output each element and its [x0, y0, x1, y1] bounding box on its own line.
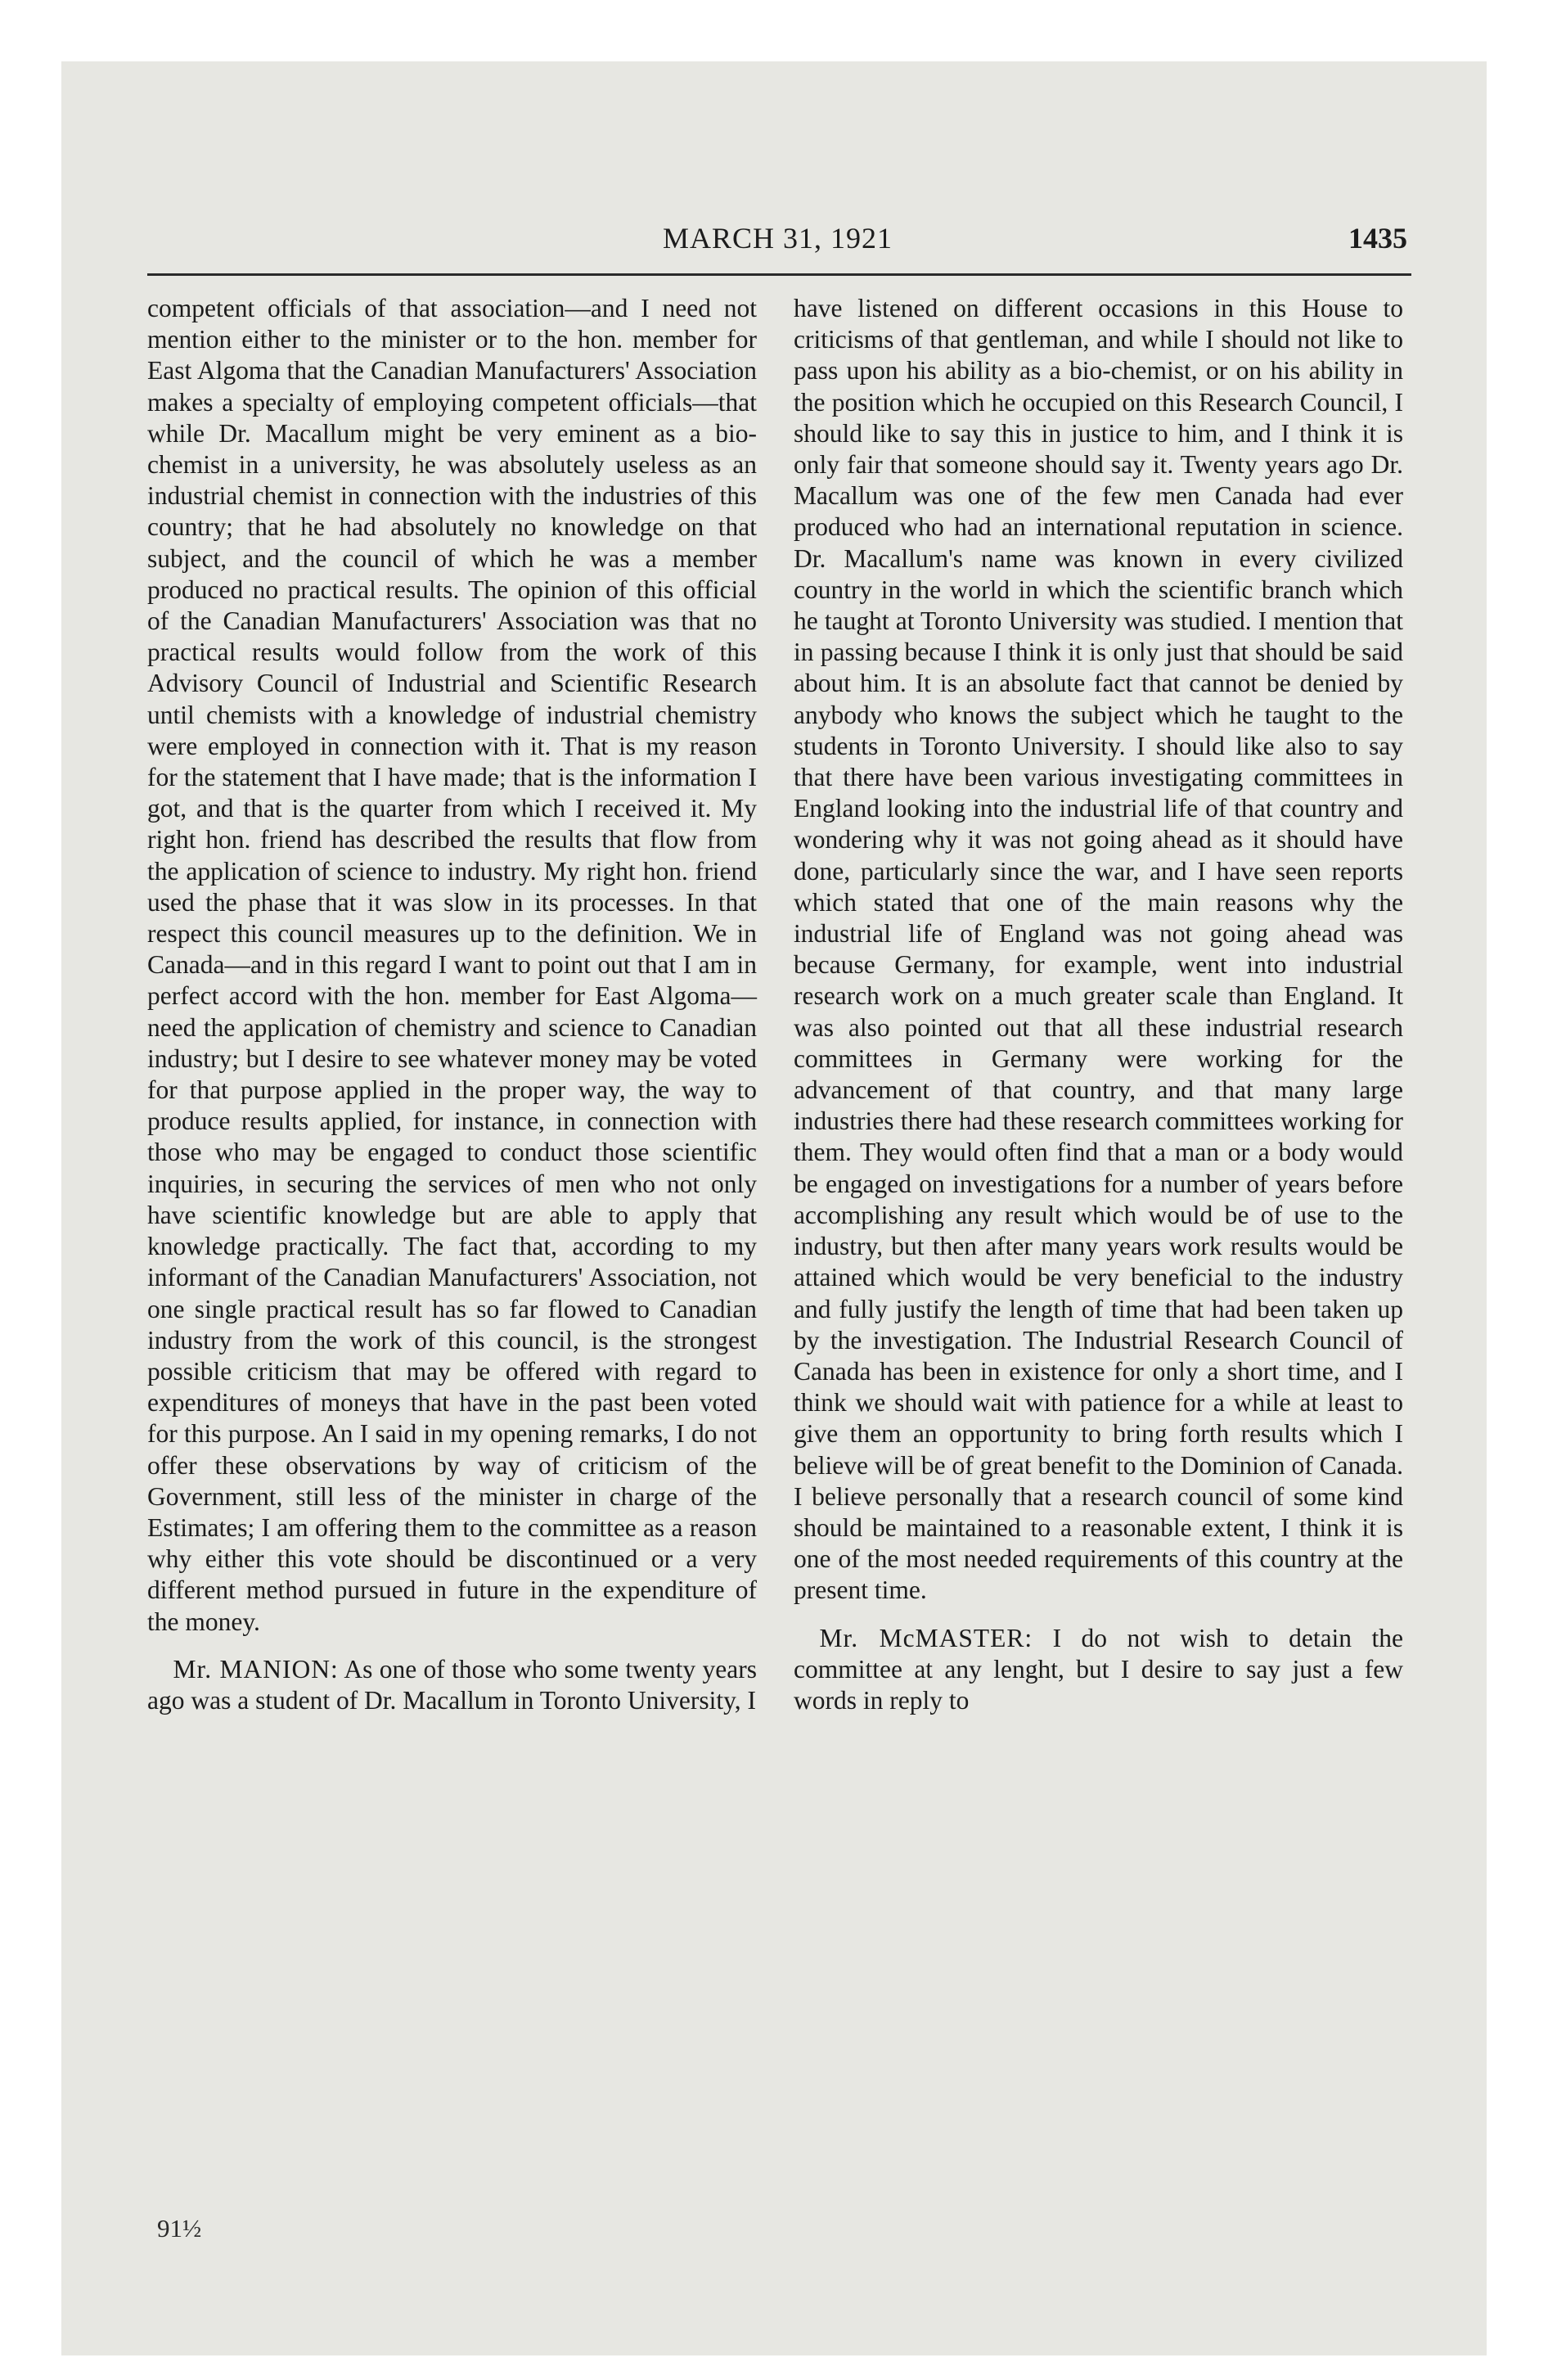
left-paragraph-2	[147, 1654, 757, 1716]
header-rule	[147, 273, 1411, 276]
right-paragraph-2	[794, 1623, 1403, 1717]
right-paragraph-1: have listened on different occasions in this House to criticisms of that gentleman, and while I should not like to pass upon his ability as a bio-chemist, or on his ability in the position which he occupied on this Research Council, I should like to say this in justice to him, and I think it is only fair that someone should say it. Twenty years ago Dr. Macallum was one of the few men Canada had ever produced who had an international reputation in science. Dr. Macallum's name was known in every civilized country in the world in which the scientific branch which he taught at Toronto University was studied. I mention that in passing because I think it is only just that should be said about him. It is an absolute fact that cannot be denied by anybody who knows the subject which he taught to the students in Toronto University. I should like also to say that there have been various investigating committees in England looking into the industrial life of that country and wondering why it was not going ahead as it should have done, particularly since the war, and I have seen reports which stated that one of the main reasons why the industrial life of England was not going ahead was because Germany, for example, went into industrial research work on a much greater scale than England. It was also pointed out that all these industrial research committees in Germany were working for the advancement of that country, and that many large industries there had these research committees working for them. They would often find that a man or a body would be engaged on investigations for a number of years before accomplishing any result which would be of use to the industry, but then after many years work results would be attained which would be very beneficial to the industry and fully justify the length of time that had been taken up by the investigation. The Industrial Research Council of Canada has been in existence for only a short time, and I think we should wait with patience for a while at least to give them an opportunity to bring forth results which I believe will be of great benefit to the Dominion of Canada. I believe personally that a research council of some kind should be maintained to a reasonable extent, I think it is one of the most needed requirements of this country at the present time.	[794, 294, 1403, 1605]
speech-text: As one of those who some twenty years ago was a student of Dr. Macallum in Toronto University, I	[147, 1654, 757, 1715]
speaker-name: Mr. MANION:	[173, 1654, 339, 1684]
speaker-name: Mr. McMASTER:	[819, 1623, 1033, 1652]
page-number: 1435	[1348, 222, 1407, 255]
left-column	[147, 293, 757, 1716]
header-date: MARCH 31, 1921	[663, 222, 893, 255]
page-header	[98, 221, 1407, 262]
right-column	[794, 293, 1403, 1716]
signature-mark: 91½	[157, 2214, 202, 2243]
left-paragraph-1: competent officials of that association—and I need not mention either to the minister or to the hon. member for East Algoma that the Canadian Manufacturers' Association makes a specialty of employing competent officials—that while Dr. Macallum might be very eminent as a bio-chemist in a university, he was absolutely useless as an industrial chemist in connection with the industries of this country; that he had absolutely no knowledge on that subject, and the council of which he was a member produced no practical results. The opinion of this official of the Canadian Manufacturers' Association was that no practical results would follow from the work of this Advisory Council of Industrial and Scientific Research until chemists with a knowledge of industrial chemistry were employed in connection with it. That is my reason for the statement that I have made; that is the information I got, and that is the quarter from which I received it. My right hon. friend has described the results that flow from the application of science to industry. My right hon. friend used the phase that it was slow in its processes. In that respect this council measures up to the definition. We in Canada—and in this regard I want to point out that I am in perfect accord with the hon. member for East Algoma—need the application of chemistry and science to Canadian industry; but I desire to see whatever money may be voted for that purpose applied in the proper way, the way to produce results applied, for instance, in connection with those who may be engaged to conduct those scientific inquiries, in securing the services of men who not only have scientific knowledge but are able to apply that knowledge practically. The fact that, according to my informant of the Canadian Manufacturers' Association, not one single practical result has so far flowed to Canadian industry from the work of this council, is the strongest possible criticism that may be offered with regard to expenditures of moneys that have in the past been voted for this purpose. An I said in my opening remarks, I do not offer these observations by way of criticism of the Government, still less of the minister in charge of the Estimates; I am offering them to the committee as a reason why either this vote should be discontinued or a very different method pursued in future in the expenditure of the money.	[147, 294, 757, 1636]
speech-text: I do not wish to detain the committee at any lenght, but I desire to say just a few words in reply to	[794, 1623, 1403, 1715]
